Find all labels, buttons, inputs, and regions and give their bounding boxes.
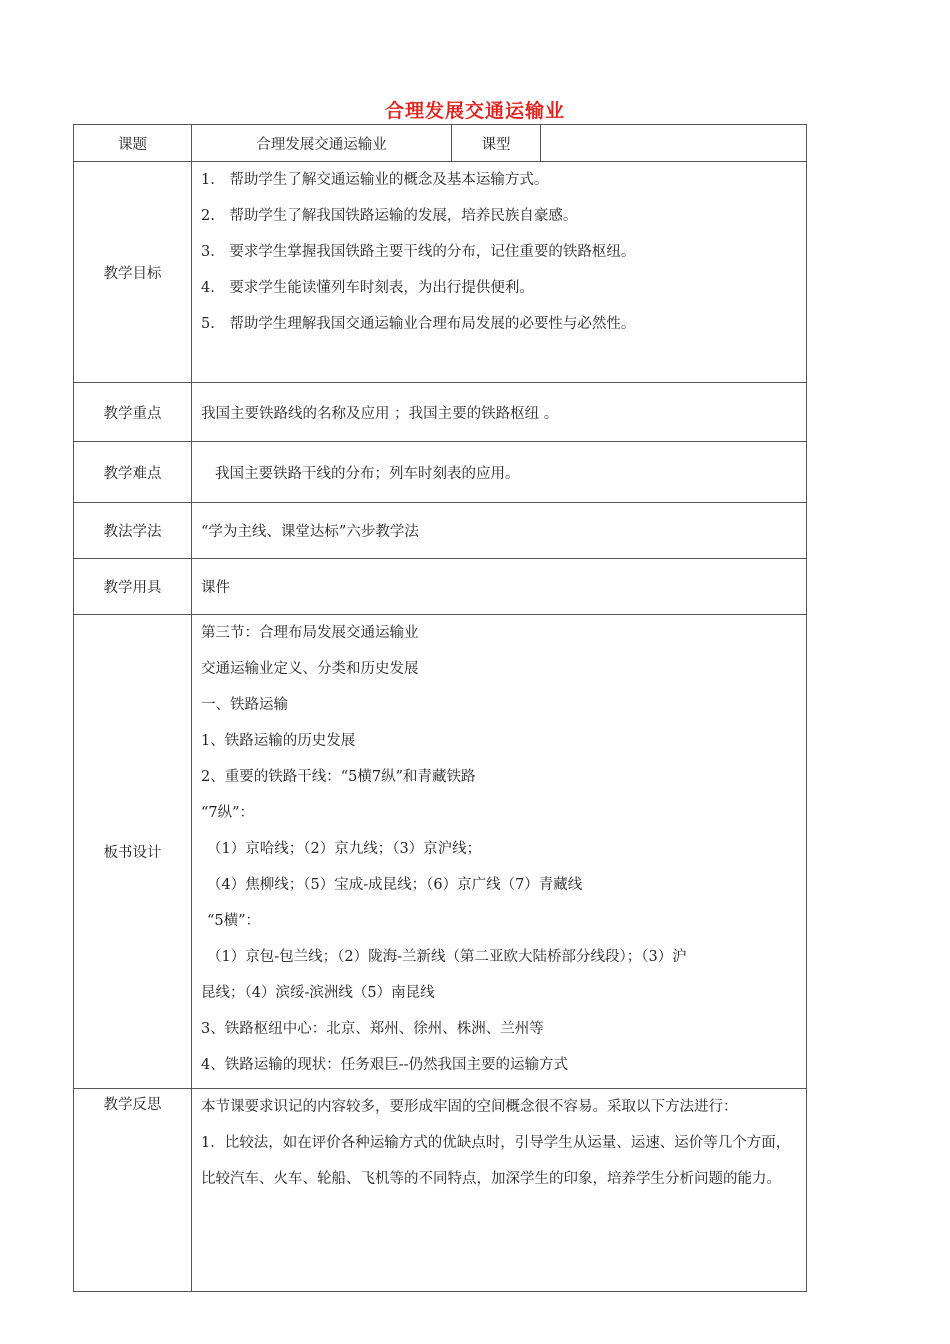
reflection-paragraph: 1．比较法，如在评价各种运输方式的优缺点时，引导学生从运量、运速、运价等几个方面，比较汽车、火车、轮船、飞机等的不同特点，加深学生的印象，培养学生分析问题的能力。 <box>201 1135 791 1187</box>
tools-row <box>74 559 807 615</box>
reflection-paragraph: 本节课要求识记的内容较多，要形成牢固的空间概念很不容易。采取以下方法进行： <box>201 1099 738 1115</box>
board-line: 2、重要的铁路干线：“5横7纵”和青藏铁路 <box>201 769 476 785</box>
tools-label: 教学用具 <box>74 559 192 615</box>
board-line: 1、铁路运输的历史发展 <box>201 733 356 749</box>
key-points-label: 教学重点 <box>74 383 192 442</box>
key-points-row <box>74 383 807 442</box>
board-line: “7纵”： <box>201 805 255 821</box>
board-content <box>192 615 807 1089</box>
difficulties-label: 教学难点 <box>74 442 192 503</box>
board-line: 第三节：合理布局发展交通运输业 <box>201 625 419 641</box>
goal-item: 5. 帮助学生理解我国交通运输业合理布局发展的必要性与必然性。 <box>201 316 636 332</box>
board-line: 一、铁路运输 <box>201 697 288 713</box>
tools-text: 课件 <box>192 559 807 615</box>
board-line: 3、铁路枢纽中心：北京、郑州、徐州、株洲、兰州等 <box>201 1021 544 1037</box>
reflection-label: 教学反思 <box>74 1089 192 1292</box>
method-label: 教法学法 <box>74 503 192 559</box>
board-line: （4）焦柳线；（5）宝成-成昆线；（6）京广线（7）青藏线 <box>207 877 583 893</box>
board-line: （1）京包-包兰线；（2）陇海-兰新线（第二亚欧大陆桥部分线段）；（3）沪 <box>207 949 687 965</box>
document-title: 合理发展交通运输业 <box>384 100 565 122</box>
board-row <box>74 615 807 1089</box>
method-row <box>74 503 807 559</box>
topic-value: 合理发展交通运输业 <box>192 125 452 162</box>
method-text: “学为主线、课堂达标”六步教学法 <box>192 503 807 559</box>
reflection-content <box>192 1089 807 1292</box>
reflection-row <box>74 1089 807 1292</box>
goal-item: 1. 帮助学生了解交通运输业的概念及基本运输方式。 <box>201 172 549 188</box>
board-line: （1）京哈线；（2）京九线；（3）京沪线； <box>207 841 482 857</box>
difficulties-row <box>74 442 807 503</box>
type-value <box>541 125 807 162</box>
board-label: 板书设计 <box>74 615 192 1089</box>
goal-item: 4. 要求学生能读懂列车时刻表，为出行提供便利。 <box>201 280 534 296</box>
goal-item: 2. 帮助学生了解我国铁路运输的发展，培养民族自豪感。 <box>201 208 578 224</box>
board-line: 昆线；（4）滨绥-滨洲线（5）南昆线 <box>201 985 435 1001</box>
difficulties-text: 我国主要铁路干线的分布；列车时刻表的应用。 <box>215 465 520 482</box>
key-points-text: 我国主要铁路线的名称及应用 ；我国主要的铁路枢纽 。 <box>192 383 807 442</box>
board-line: 4、铁路运输的现状：任务艰巨--仍然我国主要的运输方式 <box>201 1057 569 1073</box>
topic-label: 课题 <box>74 125 192 162</box>
goals-content <box>192 162 807 383</box>
topic-row <box>74 125 807 162</box>
board-line: “5横”： <box>207 913 261 929</box>
goal-item: 3. 要求学生掌握我国铁路主要干线的分布，记住重要的铁路枢纽。 <box>201 244 636 260</box>
lesson-plan-table <box>73 124 807 1292</box>
type-label: 课型 <box>452 125 541 162</box>
goals-row <box>74 162 807 383</box>
board-line: 交通运输业定义、分类和历史发展 <box>201 661 419 677</box>
goals-label: 教学目标 <box>74 162 192 383</box>
